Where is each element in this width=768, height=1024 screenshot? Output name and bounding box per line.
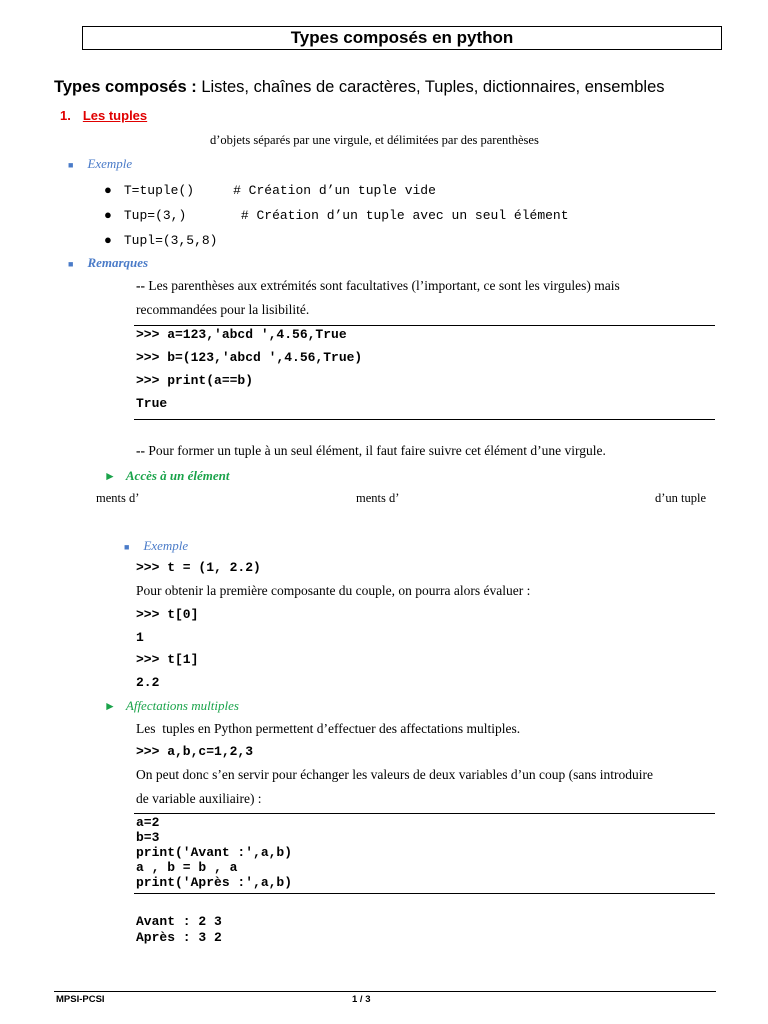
code-line: >>> b=(123,'abcd ',4.56,True)	[136, 350, 363, 365]
code-line: b=3	[136, 830, 160, 845]
code-line: print('Avant :',a,b)	[136, 845, 293, 860]
example-item	[104, 206, 569, 224]
code-divider-top	[134, 813, 715, 814]
acces-fragment: ments d’	[96, 491, 140, 505]
dash: --	[136, 443, 145, 458]
code-line: >>> t[1]	[136, 652, 199, 667]
code-line: a , b = b , a	[136, 860, 238, 875]
section-number: 1.	[60, 108, 71, 123]
code-divider-bottom	[134, 419, 715, 420]
example-item	[104, 181, 436, 199]
bullet-icon: ●	[104, 207, 112, 222]
ex2-text: Pour obtenir la première composante du couple, on pourra alors évaluer :	[136, 583, 531, 598]
intro-line: d’objets séparés par une virgule, et délimitées par des parenthèses	[210, 133, 539, 147]
example-item	[104, 231, 217, 249]
square-bullet-icon: ■	[124, 542, 130, 552]
bullet-icon: ●	[104, 182, 112, 197]
remark-1-line2: recommandées pour la lisibilité.	[136, 302, 310, 317]
triangle-bullet-icon: ►	[104, 469, 116, 483]
acces-fragment: d’un tuple	[655, 491, 707, 505]
code-output: Après : 3 2	[136, 930, 222, 945]
code-line: print('Après :',a,b)	[136, 875, 293, 890]
code-line: a=2	[136, 815, 160, 830]
exemple2-label: Exemple	[143, 538, 189, 553]
acces-heading	[104, 467, 230, 485]
page-number: 1 / 3	[352, 994, 371, 1005]
code-divider-bottom	[134, 893, 715, 894]
heading-bold: Types composés :	[54, 78, 197, 96]
remarques-heading	[68, 254, 148, 272]
affect-heading	[104, 697, 239, 715]
code-line: True	[136, 396, 168, 411]
dash: --	[136, 278, 145, 293]
remark-text: Les parenthèses aux extrémités sont facultatives (l’important, ce sont les virgules) mais	[145, 278, 620, 293]
affect-text-1: Les tuples en Python permettent d’effectuer des affectations multiples.	[136, 721, 521, 736]
acces-fragment: ments d’	[356, 491, 400, 505]
code-output: Avant : 2 3	[136, 914, 222, 929]
section-label: Les tuples	[82, 108, 148, 123]
exemple2-heading	[124, 537, 188, 555]
example-code: Tupl=(3,5,8)	[123, 233, 218, 248]
triangle-bullet-icon: ►	[104, 699, 116, 713]
remarques-label: Remarques	[87, 255, 149, 270]
exemple-label: Exemple	[87, 156, 133, 171]
affect-text-2: On peut donc s’en servir pour échanger les valeurs de deux variables d’un coup (sans introduire	[136, 767, 653, 782]
heading-rest: Listes, chaînes de caractères, Tuples, dictionnaires, ensembles	[196, 78, 665, 96]
acces-label: Accès à un élément	[125, 468, 230, 483]
bullet-icon: ●	[104, 232, 112, 247]
code-divider-top	[134, 325, 715, 326]
code-line: >>> t = (1, 2.2)	[136, 560, 261, 575]
affect-text-3: de variable auxiliaire) :	[136, 791, 262, 806]
footer-left: MPSI-PCSI	[56, 994, 105, 1005]
example-code: Tup=(3,) # Création d’un tuple avec un seul élément	[123, 208, 569, 223]
affect-label: Affectations multiples	[125, 698, 239, 713]
section-1-title	[60, 108, 147, 123]
code-output: 2.2	[136, 675, 160, 690]
exemple-heading	[68, 155, 132, 173]
code-line: >>> print(a==b)	[136, 373, 254, 388]
square-bullet-icon: ■	[68, 160, 74, 170]
code-output: 1	[136, 630, 144, 645]
example-code: T=tuple() # Création d’un tuple vide	[123, 183, 436, 198]
section-heading	[54, 78, 665, 97]
code-line: >>> a,b,c=1,2,3	[136, 744, 254, 759]
footer-divider	[54, 991, 716, 992]
remark-1-line1	[136, 278, 713, 294]
square-bullet-icon: ■	[68, 259, 74, 269]
remark-2	[136, 443, 606, 459]
remark-text: Pour former un tuple à un seul élément, il faut faire suivre cet élément d’une virgule.	[145, 443, 606, 458]
code-line: >>> t[0]	[136, 607, 199, 622]
page-title: Types composés en python	[82, 26, 722, 50]
code-line: >>> a=123,'abcd ',4.56,True	[136, 327, 347, 342]
